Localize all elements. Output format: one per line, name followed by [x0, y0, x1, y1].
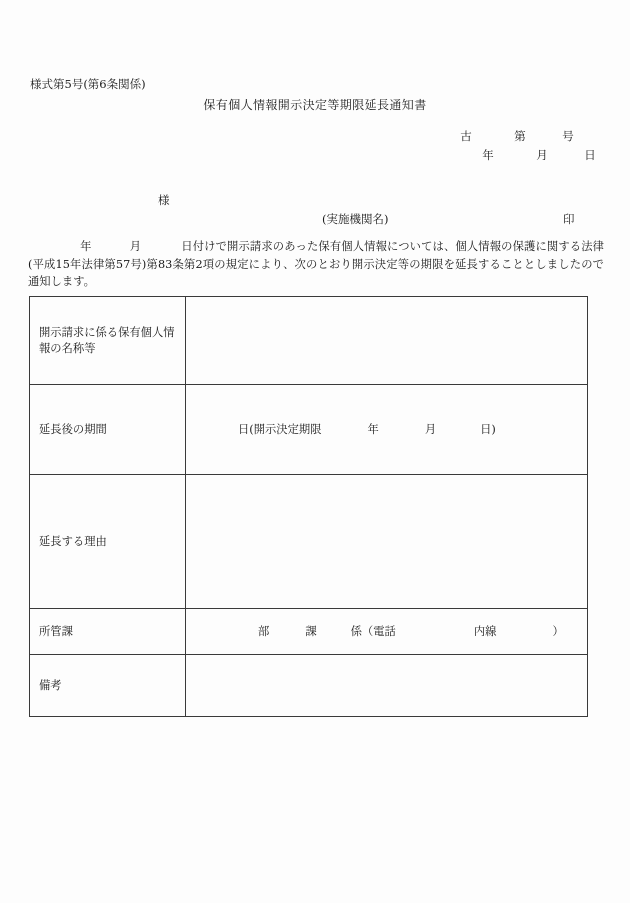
period-year: 年: [367, 422, 379, 436]
department-paren-close: ）: [552, 624, 564, 638]
table-label-extension-reason: 延長する理由: [30, 475, 186, 609]
form-code: 様式第5号(第6条関係): [30, 77, 146, 91]
agency-name: (実施機関名): [322, 212, 389, 226]
department-bu: 部: [258, 624, 270, 638]
table-row: [30, 475, 588, 609]
body-paragraph: [28, 238, 604, 291]
department-extension: 内線: [473, 624, 497, 638]
table-row: [30, 385, 588, 475]
table-value-department[interactable]: [186, 609, 588, 655]
document-date-day: 日: [584, 148, 596, 162]
table-value-disclosure-name[interactable]: [186, 297, 588, 385]
page-title: 保有個人情報開示決定等期限延長通知書: [203, 98, 427, 112]
table-label-department: 所管課: [30, 609, 186, 655]
department-ka: 課: [305, 624, 317, 638]
body-date-year: 年: [80, 240, 92, 253]
document-date-year: 年: [482, 148, 494, 162]
table-row: [30, 297, 588, 385]
addressee-honorific: 様: [158, 193, 170, 207]
table-value-remarks[interactable]: [186, 655, 588, 717]
body-line-2: 律(平成15年法律第57号)第83条第2項の規定により、次のとおり開示決定等の期限を延長することとしました: [28, 240, 604, 271]
table-label-extended-period: 延長後の期間: [30, 385, 186, 475]
table-value-extended-period[interactable]: [186, 385, 588, 475]
table-value-extension-reason[interactable]: [186, 475, 588, 609]
table-row: [30, 609, 588, 655]
department-kakari-phone: 係（電話: [350, 624, 396, 638]
document-date-row: [440, 150, 610, 169]
body-line-3: ので通知します。: [28, 257, 604, 288]
body-line-1: 日付けで開示請求のあった保有個人情報については、個人情報の保護に関する法: [181, 240, 593, 253]
seal-mark: 印: [563, 212, 575, 226]
document-number-prefix: 古: [460, 129, 472, 143]
extended-period-inner: [186, 422, 587, 438]
period-day-close: 日): [480, 422, 496, 436]
table-label-remarks: 備考: [30, 655, 186, 717]
document-number-block: [440, 131, 610, 169]
document-number-label: 第: [514, 129, 526, 143]
period-day-open: 日(開示決定期限: [238, 422, 322, 436]
document-date-month: 月: [536, 148, 548, 162]
notification-table: [29, 296, 588, 717]
department-inner: [186, 624, 587, 640]
body-date-month: 月: [129, 240, 142, 253]
table-label-disclosure-name: 開示請求に係る保有個人情報の名称等: [30, 297, 186, 385]
table-row: [30, 655, 588, 717]
document-number-unit: 号: [562, 129, 574, 143]
period-month: 月: [424, 422, 437, 436]
